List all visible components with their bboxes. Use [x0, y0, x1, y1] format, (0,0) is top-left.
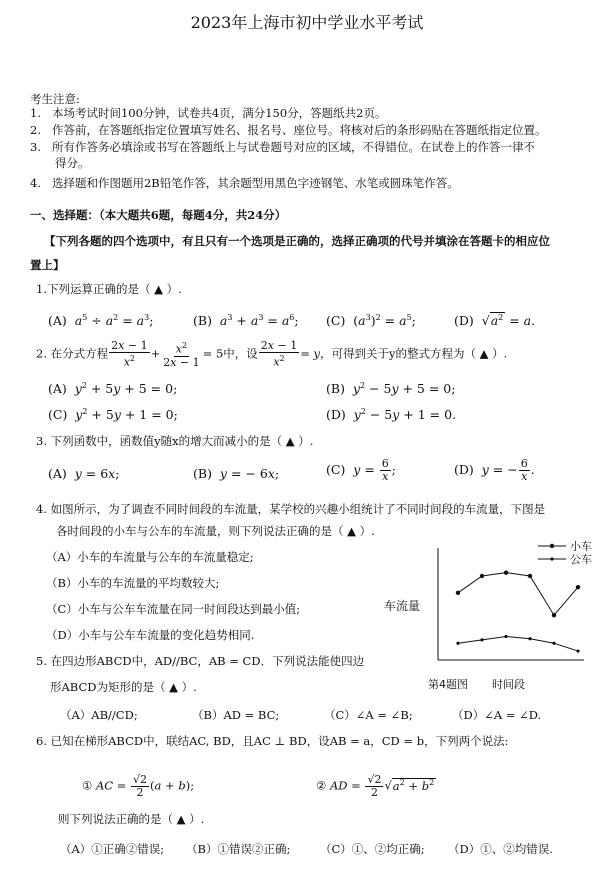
q1-option-c: (C) $(a^3)^2 = a^5$;	[326, 313, 416, 329]
q4-stem: 4. 如图所示，为了调查不同时间段的车流量，某学校的兴趣小组统计了不同时间段的车流量，下图是	[36, 502, 546, 516]
section-instruction-cont: 置上】	[30, 258, 65, 272]
q3-option-d: (D) y = − $\frac{6}{x}$ .	[454, 457, 535, 483]
traffic-chart	[380, 536, 606, 694]
note-item-cont: 得分。	[55, 156, 90, 170]
q3-stem: 3. 下列函数中，函数值y随x的增大而减小的是（ ▲ ）.	[36, 434, 314, 448]
q6-statement-1: ① AC = $\frac{√2}{2}$ (a + b);	[82, 773, 195, 799]
q4-option-d: （D）小车与公车车流量的变化趋势相同.	[46, 628, 255, 642]
q4-option-a: （A）小车的车流量与公车的车流量稳定;	[46, 550, 254, 564]
q1-option-b: (B) $a^3 + a^3 = a^6$;	[193, 313, 299, 329]
q4-option-c: （C）小车与公车车流量在同一时间段达到最小值;	[46, 602, 301, 616]
data-point	[480, 574, 484, 578]
legend-marker	[550, 557, 553, 560]
legend-marker	[550, 544, 554, 548]
data-point	[528, 574, 532, 578]
data-point	[552, 642, 555, 645]
q5-stem: 5. 在四边形ABCD中，AD//BC，AB = CD．下列说法能使四边	[36, 654, 365, 668]
page-title: 2023年上海市初中学业水平考试	[190, 13, 424, 32]
data-point	[552, 613, 556, 617]
note-item: 3. 所有作答务必填涂或书写在答题纸上与试卷题号对应的区域，不得错位。在试卷上的作答一律不	[30, 140, 535, 154]
q6-option-b: （B）①错误②正确;	[186, 842, 291, 856]
section-heading: 一、选择题：（本大题共6题，每题4分，共24分）	[30, 208, 287, 222]
figure-caption: 第4题图	[428, 678, 468, 691]
legend-label: 小车	[570, 540, 592, 553]
q3-option-a: (A) y = 6x;	[48, 466, 120, 481]
q6-option-d: （D）①、②均错误.	[448, 842, 553, 856]
note-item: 2. 作答前，在答题纸指定位置填写姓名、报名号、座位号。将核对后的条形码贴在答题纸指定位置。	[30, 123, 547, 137]
data-point	[504, 635, 507, 638]
data-point	[504, 570, 508, 574]
q2-option-c: (C) $y^2 + 5y + 1 = 0$;	[48, 407, 178, 423]
data-point	[456, 642, 459, 645]
data-point	[480, 638, 483, 641]
data-point	[528, 637, 531, 640]
data-point	[456, 591, 460, 595]
q6-ask: 则下列说法正确的是（ ▲ ）.	[58, 812, 205, 826]
q2-stem: 2. 在分式方程 $\frac{2x - 1}{x^2}$ + $\frac{x^2}{2x - 1}$ = 5中，设 $\frac{2x - 1}{x^2}$ = y，可得到关于y的整式方程为（ ▲ ）.	[36, 339, 508, 369]
q6-statement-2: ② AD = $\frac{√2}{2}$ $√a^2 + b^2$	[316, 773, 435, 799]
q5-option-c: （C）∠A = ∠B;	[324, 708, 413, 722]
q2-option-d: (D) $y^2 - 5y + 1 = 0$.	[326, 407, 457, 423]
q5-option-d: （D）∠A = ∠D.	[452, 708, 542, 722]
data-point	[576, 585, 580, 589]
q5-option-a: （A）AB//CD;	[60, 708, 138, 722]
q6-option-a: （A）①正确②错误;	[60, 842, 165, 856]
data-point	[576, 649, 579, 652]
q6-stem: 6. 已知在梯形ABCD中，联结AC, BD，且AC ⊥ BD，设AB = a，CD = b，下列两个说法:	[36, 734, 509, 748]
note-item: 1. 本场考试时间100分钟，试卷共4页，满分150分，答题纸共2页。	[30, 106, 387, 120]
q1-option-a: (A) $a^5 \div a^2 = a^3$;	[48, 313, 154, 329]
q1-option-d: (D) $√a^2 = a$.	[454, 313, 536, 329]
q5-option-b: （B）AD = BC;	[192, 708, 280, 722]
q4-option-b: （B）小车的车流量的平均数较大;	[46, 576, 220, 590]
q5-stem-cont: 形ABCD为矩形的是（ ▲ ）.	[50, 680, 197, 694]
q2-option-a: (A) $y^2 + 5y + 5 = 0$;	[48, 381, 178, 397]
note-item: 4. 选择题和作图题用2B铅笔作答，其余题型用黑色字迹钢笔、水笔或圆珠笔作答。	[30, 176, 459, 190]
x-axis-label: 时间段	[492, 678, 525, 691]
y-axis-label: 车流量	[384, 599, 421, 613]
q1-stem: 1.下列运算正确的是（ ▲ ）.	[36, 282, 182, 296]
notes-heading: 考生注意:	[30, 92, 80, 106]
section-instruction: 【下列各题的四个选项中，有且只有一个选项是正确的，选择正确项的代号并填涂在答题卡的相应位	[44, 234, 550, 248]
q3-option-b: (B) y = − 6x;	[193, 466, 280, 481]
q6-option-c: （C）①、②均正确;	[320, 842, 425, 856]
q2-option-b: (B) $y^2 - 5y + 5 = 0$;	[326, 381, 456, 397]
q4-stem-cont: 各时间段的小车与公车的车流量，则下列说法正确的是（ ▲ ）.	[56, 524, 375, 538]
legend-label: 公车	[570, 553, 592, 566]
series-line-1	[458, 636, 578, 651]
q3-option-c: (C) y = $\frac{6}{x}$ ;	[326, 457, 396, 483]
series-line-0	[458, 573, 578, 616]
